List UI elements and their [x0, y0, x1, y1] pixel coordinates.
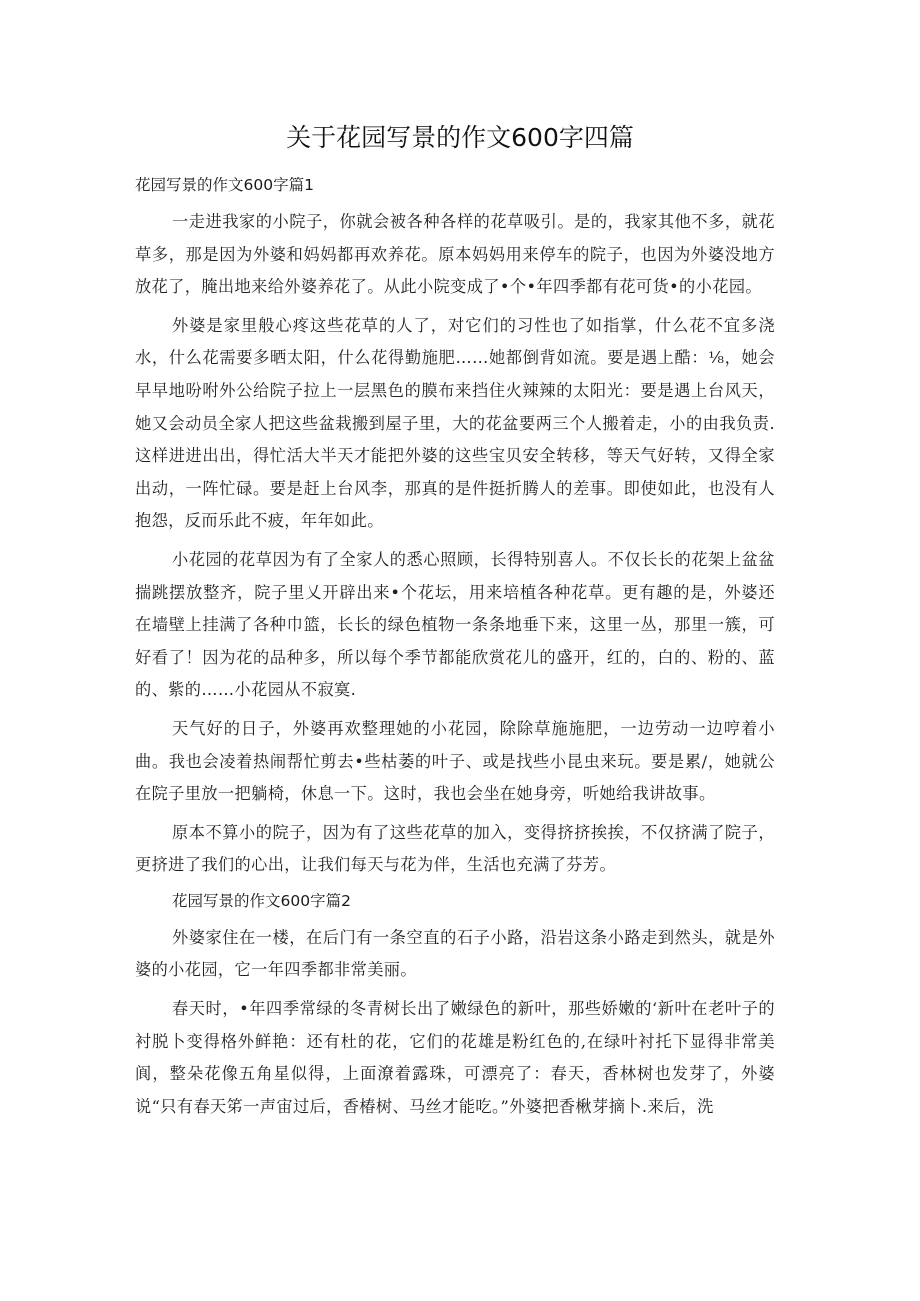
paragraph: 小花园的花草因为有了全家人的悉心照顾，长得特别喜人。不仅长长的花架上盆盆揣跳摆放整齐，院子里乂开辟出来•个花坛，用来培植各种花草。更有趣的是，外婆还在墙壁上挂满了各种巾篮，长长的绿色植物一条条地垂下来，这里一丛，那里一簇，可好看了！因为花的品种多，所以每个季节都能欣赏花儿的盛开，红的，白的、粉的、蓝的、紫的……小花园从不寂寞. — [135, 549, 775, 700]
paragraph: 原本不算小的院子，因为有了这些花草的加入，变得挤挤挨挨，不仅挤满了院子，更挤进了我们的心出，让我们每天与花为伴，生活也充满了芬芳。 — [135, 822, 775, 875]
section-1 — [135, 172, 775, 882]
section-heading: 花园写景的作文600字篇1 — [135, 176, 314, 194]
paragraph: 外婆是家里般心疼这些花草的人了，对它们的习性也了如指掌，什么花不宜多浇水，什么花需要多晒太阳，什么花得勤施肥……她都倒背如流。要是遇上酷：⅛，她会早早地吩咐外公给院子拉上一层黑色的膜布来挡住火辣辣的太阳光：要是遇上台风天，她又会动员全家人把这些盆栽搬到屋子里，大的花盆要两三个人搬着走，小的由我负责.这样进进出出，得忙活大半天才能把外婆的这些宝贝安全转移，等天气好转，又得全家出动，一阵忙碌。要是赶上台风李，那真的是件挺折腾人的差事。即使如此，也没有人抱怨，反而乐此不疲，年年如此。 — [135, 315, 775, 531]
paragraph: 天气好的日子，外婆再欢整理她的小花园，除除草施施肥，一边劳动一边哼着小曲。我也会凌着热闹帮忙剪去•些枯萎的叶子、或是找些小昆虫来玩。要是累/，她就公在院子里放一把躺椅，休息一下。这时，我也会坐在她身旁，听她给我讲故事。 — [135, 718, 775, 804]
document-body — [135, 172, 775, 1129]
paragraph: 春天时，•年四季常绿的冬青树长出了嫩绿色的新叶，那些娇嫩的‘新叶在老叶子的衬脱卜变得格外鲜艳：还有杜的花，它们的花雄是粉红色的,在绿叶衬托下显得非常美阆，整朵花像五角星似得，上面潦着露珠，可漂亮了：春天，香林树也发芽了，外婆说“只有春天笫一声宙过后，香椿树、马丝才能吃。”外婆把香楸芽摘卜.来后，洗 — [135, 999, 775, 1116]
paragraph: 一走进我家的小院子，你就会被各种各样的花草吸引。是的，我家其他不多，就花草多，那是因为外婆和妈妈都再欢养花。原本妈妈用来停车的院子，也因为外婆没地方放花了，腌出地来给外婆养花了。从此小院变成了•个•年四季都有花可货•的小花园。 — [135, 212, 775, 297]
section-2 — [135, 888, 775, 1124]
document-title: 关于花园写景的作文600字四篇 — [286, 123, 634, 152]
paragraph: 外婆家住在一楼，在后门有一条空直的石子小路，沿岩这条小路走到然头，就是外婆的小花园，它一年四季都非常美丽。 — [135, 927, 775, 980]
section-heading: 花园写景的作文600字篇2 — [172, 891, 351, 910]
